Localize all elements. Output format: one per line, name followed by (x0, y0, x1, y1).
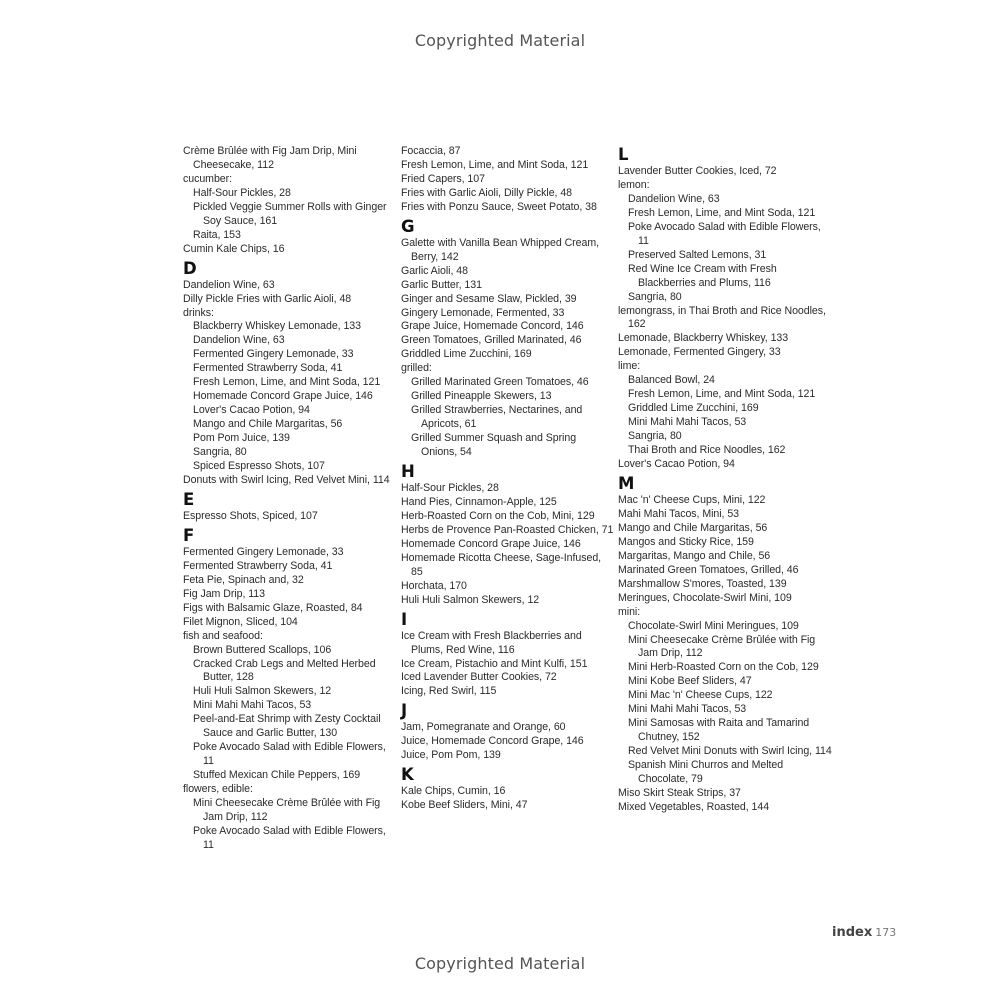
index-subentry: Mini Mahi Mahi Tacos, 53 (193, 699, 312, 712)
index-entry: grilled: (401, 362, 432, 375)
index-entry: Fermented Strawberry Soda, 41 (183, 559, 333, 572)
index-entry: Crème Brûlée with Fig Jam Drip, Mini Cheesecake, 112 (183, 145, 357, 171)
index-entry: lemongrass, in Thai Broth and Rice Noodles, 162 (618, 304, 826, 331)
index-subentry: Homemade Concord Grape Juice, 146 (193, 390, 373, 403)
index-subentry: Thai Broth and Rice Noodles, 162 (628, 444, 786, 457)
index-subentry: Chocolate-Swirl Mini Meringues, 109 (628, 619, 799, 632)
index-entry: fish and seafood: (183, 629, 263, 642)
index-entry: Gingery Lemonade, Fermented, 33 (401, 306, 565, 319)
index-entry: Griddled Lime Zucchini, 169 (401, 348, 532, 361)
index-subentry: Fresh Lemon, Lime, and Mint Soda, 121 (628, 206, 816, 219)
index-subentry: Pickled Veggie Summer Rolls with Ginger Soy Sauce, 161 (193, 200, 387, 227)
index-entry: Huli Huli Salmon Skewers, 12 (401, 593, 540, 606)
index-entry: Juice, Homemade Concord Grape, 146 (401, 735, 584, 748)
index-subentry: Mini Mahi Mahi Tacos, 53 (628, 703, 747, 716)
index-entry: Galette with Vanilla Bean Whipped Cream, Berry, 142 (401, 236, 600, 263)
index-entry: Icing, Red Swirl, 115 (401, 685, 497, 698)
index-entry: Miso Skirt Steak Strips, 37 (618, 786, 741, 799)
index-entry: Marshmallow S'mores, Toasted, 139 (618, 577, 787, 590)
index-subentry: Brown Buttered Scallops, 106 (193, 643, 332, 656)
index-letter-heading: D (183, 258, 197, 278)
index-entry: Green Tomatoes, Grilled Marinated, 46 (401, 334, 582, 347)
index-entry: cucumber: (183, 172, 233, 185)
index-subentry: Spanish Mini Churros and Melted Chocolate, 79 (628, 759, 784, 786)
index-subentry: Spiced Espresso Shots, 107 (193, 460, 325, 473)
index-entry: Filet Mignon, Sliced, 104 (183, 615, 298, 628)
index-subentry: Balanced Bowl, 24 (628, 374, 715, 387)
index-entry: Kobe Beef Sliders, Mini, 47 (401, 799, 528, 812)
index-entry: Fries with Garlic Aioli, Dilly Pickle, 48 (401, 186, 573, 199)
index-entry: Donuts with Swirl Icing, Red Velvet Mini, 114 (183, 473, 390, 486)
index-subentry: Fresh Lemon, Lime, and Mint Soda, 121 (628, 388, 816, 401)
index-subentry: Mini Samosas with Raita and Tamarind Chutney, 152 (628, 717, 810, 744)
index-letter-heading: F (183, 525, 195, 545)
index-entry: flowers, edible: (183, 783, 253, 796)
index-entry: Mahi Mahi Tacos, Mini, 53 (618, 507, 740, 520)
index-column-2 (401, 145, 615, 813)
index-entry: Ice Cream with Fresh Blackberries and Plums, Red Wine, 116 (401, 629, 582, 656)
index-entry: Jam, Pomegranate and Orange, 60 (401, 721, 566, 734)
index-entry: Mangos and Sticky Rice, 159 (618, 535, 754, 548)
index-entry: Lover's Cacao Potion, 94 (618, 458, 735, 471)
index-subentry: Red Wine Ice Cream with Fresh Blackberries and Plums, 116 (628, 262, 777, 289)
index-entry: Fries with Ponzu Sauce, Sweet Potato, 38 (401, 200, 597, 213)
index-letter-heading: I (401, 609, 408, 629)
index-entry: Figs with Balsamic Glaze, Roasted, 84 (183, 601, 363, 614)
index-entry: Juice, Pom Pom, 139 (401, 749, 501, 762)
index-subentry: Grilled Summer Squash and Spring Onions, 54 (411, 432, 577, 459)
index-column-3 (618, 145, 832, 815)
index-subentry: Half-Sour Pickles, 28 (193, 186, 291, 199)
index-letter-heading: J (401, 701, 408, 721)
index-subentry: Blackberry Whiskey Lemonade, 133 (193, 320, 361, 333)
index-entry: Mango and Chile Margaritas, 56 (618, 521, 768, 534)
footer-watermark: Copyrighted Material (414, 954, 586, 973)
index-subentry: Sangria, 80 (628, 430, 682, 443)
index-letter-heading: G (401, 216, 415, 236)
index-entry: Hand Pies, Cinnamon-Apple, 125 (401, 495, 557, 508)
index-entry: Grape Juice, Homemade Concord, 146 (401, 320, 584, 333)
index-subentry: Mini Mahi Mahi Tacos, 53 (628, 416, 747, 429)
index-subentry: Griddled Lime Zucchini, 169 (628, 402, 759, 415)
index-subentry: Grilled Marinated Green Tomatoes, 46 (411, 376, 589, 389)
index-entry: Homemade Ricotta Cheese, Sage-Infused, 85 (401, 551, 602, 578)
index-entry: Mixed Vegetables, Roasted, 144 (618, 800, 770, 813)
index-subentry: Red Velvet Mini Donuts with Swirl Icing, 114 (628, 745, 832, 758)
index-entry: Iced Lavender Butter Cookies, 72 (401, 671, 557, 684)
index-subentry: Fermented Strawberry Soda, 41 (193, 362, 343, 375)
index-subentry: Mini Mac 'n' Cheese Cups, 122 (628, 689, 773, 702)
index-letter-heading: K (401, 765, 414, 785)
index-subentry: Dandelion Wine, 63 (193, 334, 285, 347)
index-subentry: Stuffed Mexican Chile Peppers, 169 (193, 769, 361, 782)
index-entry: Herbs de Provence Pan-Roasted Chicken, 71 (401, 523, 614, 536)
section-label: index (832, 925, 873, 940)
index-entry: Fig Jam Drip, 113 (183, 587, 265, 600)
index-entry: Focaccia, 87 (401, 145, 461, 157)
index-letter-heading: H (401, 462, 415, 482)
index-subentry: Dandelion Wine, 63 (628, 192, 720, 205)
index-subentry: Lover's Cacao Potion, 94 (193, 404, 310, 417)
index-letter-heading: M (618, 473, 635, 493)
index-entry: Ginger and Sesame Slaw, Pickled, 39 (401, 292, 577, 305)
index-subentry: Sangria, 80 (193, 446, 247, 459)
index-entry: Lemonade, Blackberry Whiskey, 133 (618, 332, 789, 345)
index-subentry: Grilled Strawberries, Nectarines, and Apricots, 61 (411, 404, 583, 431)
index-entry: Cumin Kale Chips, 16 (183, 242, 285, 255)
index-subentry: Sangria, 80 (628, 290, 682, 303)
index-subentry: Poke Avocado Salad with Edible Flowers, 11 (628, 220, 821, 247)
index-entry: Garlic Butter, 131 (401, 278, 482, 291)
index-subentry: Mango and Chile Margaritas, 56 (193, 418, 343, 431)
index-subentry: Poke Avocado Salad with Edible Flowers, 11 (193, 824, 386, 851)
index-entry: Herb-Roasted Corn on the Cob, Mini, 129 (401, 509, 595, 522)
index-entry: Fermented Gingery Lemonade, 33 (183, 545, 344, 558)
index-subentry: Peel-and-Eat Shrimp with Zesty Cocktail Sauce and Garlic Butter, 130 (193, 713, 381, 740)
index-subentry: Grilled Pineapple Skewers, 13 (411, 390, 552, 403)
index-entry: Feta Pie, Spinach and, 32 (183, 573, 304, 586)
index-entry: lemon: (618, 178, 650, 191)
index-entry: Ice Cream, Pistachio and Mint Kulfi, 151 (401, 657, 588, 670)
index-entry: mini: (618, 605, 641, 618)
index-entry: Fresh Lemon, Lime, and Mint Soda, 121 (401, 158, 589, 171)
index-subentry: Poke Avocado Salad with Edible Flowers, 11 (193, 741, 386, 768)
index-subentry: Fresh Lemon, Lime, and Mint Soda, 121 (193, 376, 381, 389)
header-watermark: Copyrighted Material (414, 31, 586, 50)
index-subentry: Mini Cheesecake Crème Brûlée with Fig Jam Drip, 112 (193, 797, 381, 823)
index-entry: Mac 'n' Cheese Cups, Mini, 122 (618, 493, 766, 506)
index-entry: Kale Chips, Cumin, 16 (401, 785, 506, 798)
index-subentry: Pom Pom Juice, 139 (193, 432, 290, 445)
page-footer (832, 925, 896, 940)
index-entry: Lemonade, Fermented Gingery, 33 (618, 346, 781, 359)
index-entry: Meringues, Chocolate-Swirl Mini, 109 (618, 591, 792, 604)
index-subentry: Mini Cheesecake Crème Brûlée with Fig Jam Drip, 112 (628, 633, 816, 660)
index-entry: Dandelion Wine, 63 (183, 278, 275, 291)
page-number: 173 (875, 926, 897, 939)
index-subentry: Preserved Salted Lemons, 31 (628, 248, 767, 261)
index-entry: Horchata, 170 (401, 579, 467, 592)
index-entry: Garlic Aioli, 48 (401, 264, 468, 277)
index-entry: Fried Capers, 107 (401, 172, 485, 185)
index-entry: Espresso Shots, Spiced, 107 (183, 509, 318, 522)
index-subentry: Huli Huli Salmon Skewers, 12 (193, 685, 332, 698)
index-subentry: Cracked Crab Legs and Melted Herbed Butter, 128 (193, 657, 376, 684)
index-subentry: Mini Kobe Beef Sliders, 47 (628, 675, 752, 688)
index-subentry: Mini Herb-Roasted Corn on the Cob, 129 (628, 661, 819, 674)
index-entry: Homemade Concord Grape Juice, 146 (401, 537, 581, 550)
index-subentry: Fermented Gingery Lemonade, 33 (193, 348, 354, 361)
index-entry: lime: (618, 360, 641, 373)
index-entry: Marinated Green Tomatoes, Grilled, 46 (618, 563, 799, 576)
index-entry: Dilly Pickle Fries with Garlic Aioli, 48 (183, 292, 352, 305)
index-column-1 (183, 145, 397, 853)
index-entry: Margaritas, Mango and Chile, 56 (618, 549, 771, 562)
index-entry: Lavender Butter Cookies, Iced, 72 (618, 165, 777, 177)
index-subentry: Raita, 153 (193, 228, 241, 241)
index-entry: Half-Sour Pickles, 28 (401, 482, 499, 495)
index-letter-heading: L (618, 145, 629, 164)
index-entry: drinks: (183, 306, 214, 319)
index-letter-heading: E (183, 489, 195, 509)
